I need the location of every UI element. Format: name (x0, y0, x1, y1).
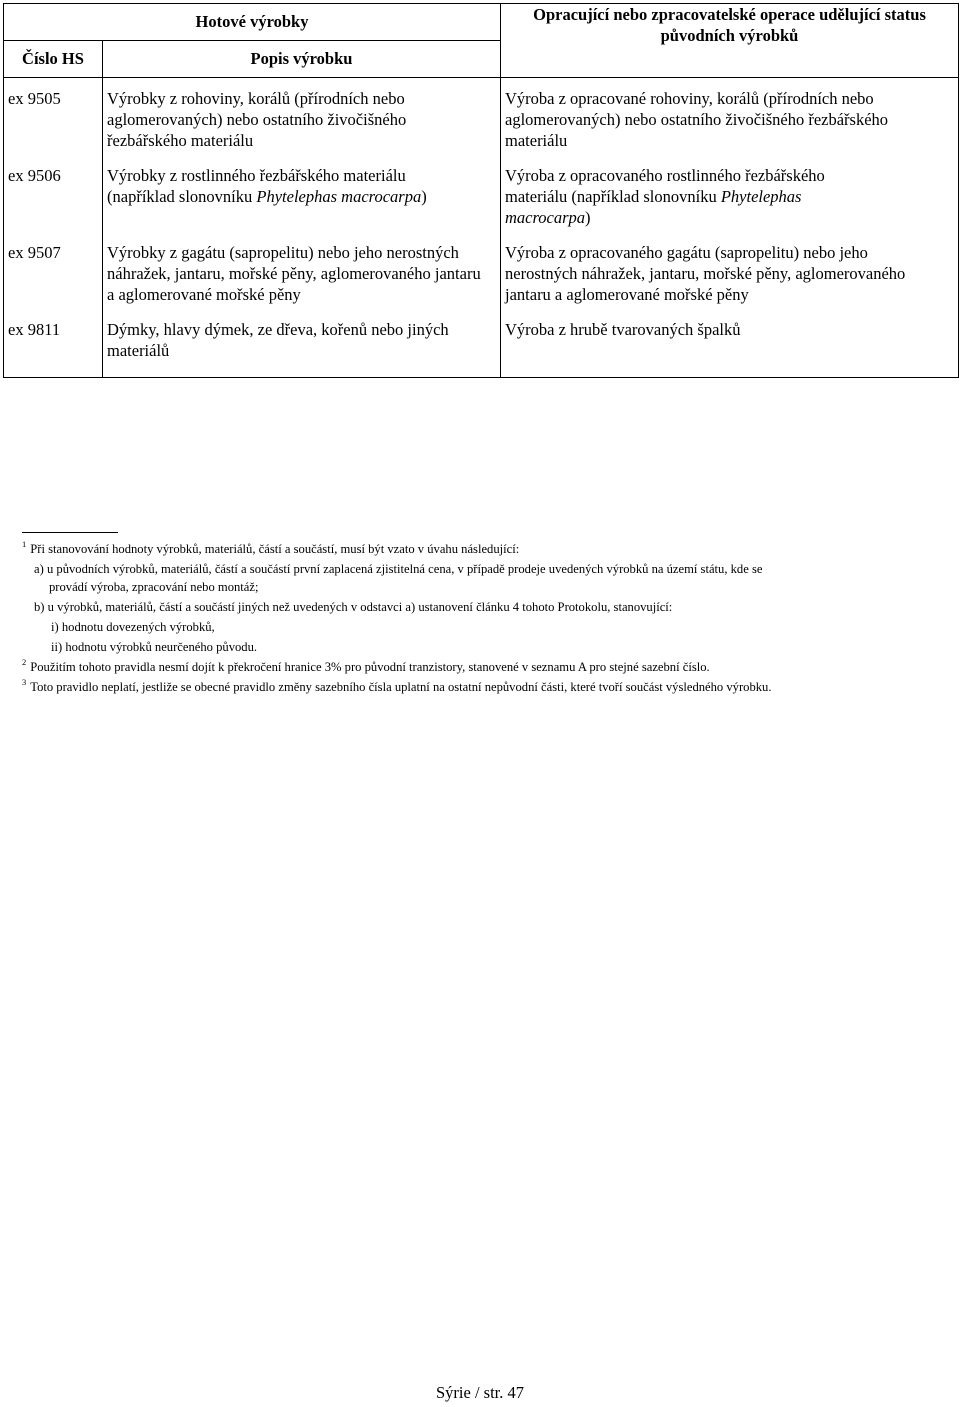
footnote-1-item-a (22, 560, 947, 596)
page-number: Sýrie / str. 47 (435, 1383, 524, 1402)
description-text: Dýmky, hlavy dýmek, ze dřeva, kořenů nebo jiných materiálů (107, 320, 449, 360)
footnote-text: Při stanovování hodnoty výrobků, materiálů, částí a součástí, musí být vzato v úvahu následující: (30, 542, 520, 556)
footnote-1-item-b (22, 598, 947, 616)
footnote-1-item-i (22, 618, 947, 636)
description-cell (103, 319, 501, 378)
description-text: Výrobky z gagátu (sapropelitu) nebo jeho nerostných náhražek, jantaru, mořské pěny, aglomerovaného jantaru a aglomerované mořské pěny (107, 243, 481, 304)
item-label: i) (51, 620, 59, 634)
operation-text: Výroba z hrubě tvarovaných špalků (505, 320, 741, 339)
header-product-description: Popis výrobku (103, 41, 501, 78)
header-operations: Opracující nebo zpracovatelské operace udělující status původních výrobků (501, 4, 959, 78)
description-italic: Phytelephas macrocarpa (256, 187, 422, 206)
footnote-mark: 2 (22, 657, 27, 667)
operation-end: ) (585, 208, 591, 227)
operation-plain: Výroba z opracovaného rostlinného řezbářského materiálu (například slonovníku (505, 166, 825, 206)
operation-cell (501, 78, 959, 166)
hs-code-cell: ex 9507 (4, 242, 103, 319)
hs-rules-table (3, 3, 959, 378)
description-text (107, 165, 477, 207)
description-end: ) (421, 187, 427, 206)
header-hs-code: Číslo HS (4, 41, 103, 78)
description-cell (103, 78, 501, 166)
operation-text (505, 165, 885, 228)
item-text-continued: provádí výroba, zpracování nebo montáž; (49, 580, 259, 594)
item-label: ii) (51, 640, 63, 654)
footnote-1 (22, 540, 947, 558)
operation-cell (501, 319, 959, 378)
item-label: b) (34, 600, 45, 614)
footnote-text: Použitím tohoto pravidla nesmí dojít k překročení hranice 3% pro původní tranzistory, stanovené v seznamu A pro stejné sazební číslo. (30, 660, 710, 674)
footnote-mark: 1 (22, 539, 27, 549)
item-text: hodnotu dovezených výrobků, (61, 620, 215, 634)
footnote-1-item-ii (22, 638, 947, 656)
table-row (4, 78, 959, 166)
hs-code-cell: ex 9506 (4, 165, 103, 242)
description-cell (103, 165, 501, 242)
operation-italic: Phytelephas macrocarpa (505, 187, 802, 227)
operation-cell (501, 242, 959, 319)
item-label: a) (34, 562, 44, 576)
description-text: Výrobky z rohoviny, korálů (přírodních nebo aglomerovaných) nebo ostatního živočišného řezbářského materiálu (107, 89, 407, 150)
footnote-separator (22, 532, 118, 533)
header-finished-products: Hotové výrobky (4, 4, 501, 41)
footnote-2 (22, 658, 947, 676)
operation-text: Výroba z opracovaného gagátu (sapropelitu) nebo jeho nerostných náhražek, jantaru, mořské pěny, aglomerovaného jantaru a aglomerované mořské pěny (505, 243, 906, 304)
table-row (4, 165, 959, 242)
description-cell (103, 242, 501, 319)
footnotes (22, 540, 947, 698)
description-plain: Výrobky z rostlinného řezbářského materiálu (například slonovníku (107, 166, 406, 206)
item-text: u původních výrobků, materiálů, částí a součástí první zaplacená zjistitelná cena, v případě prodeje uvedených výrobků na území státu, kde se (46, 562, 763, 576)
table-row (4, 319, 959, 378)
footnote-mark: 3 (22, 677, 27, 687)
item-text: hodnotu výrobků neurčeného původu. (65, 640, 258, 654)
operation-cell (501, 165, 959, 242)
hs-code-cell: ex 9811 (4, 319, 103, 378)
hs-code-cell: ex 9505 (4, 78, 103, 166)
footnote-text: Toto pravidlo neplatí, jestliže se obecné pravidlo změny sazebního čísla uplatní na ostatní nepůvodní části, které tvoří součást výsledného výrobku. (30, 680, 772, 694)
footnote-3 (22, 678, 947, 696)
operation-text: Výroba z opracované rohoviny, korálů (přírodních nebo aglomerovaných) nebo ostatního živočišného řezbářského materiálu (505, 89, 889, 150)
table-row (4, 242, 959, 319)
item-text: u výrobků, materiálů, částí a součástí jiných než uvedených v odstavci a) ustanovení článku 4 tohoto Protokolu, stanovující: (47, 600, 673, 614)
